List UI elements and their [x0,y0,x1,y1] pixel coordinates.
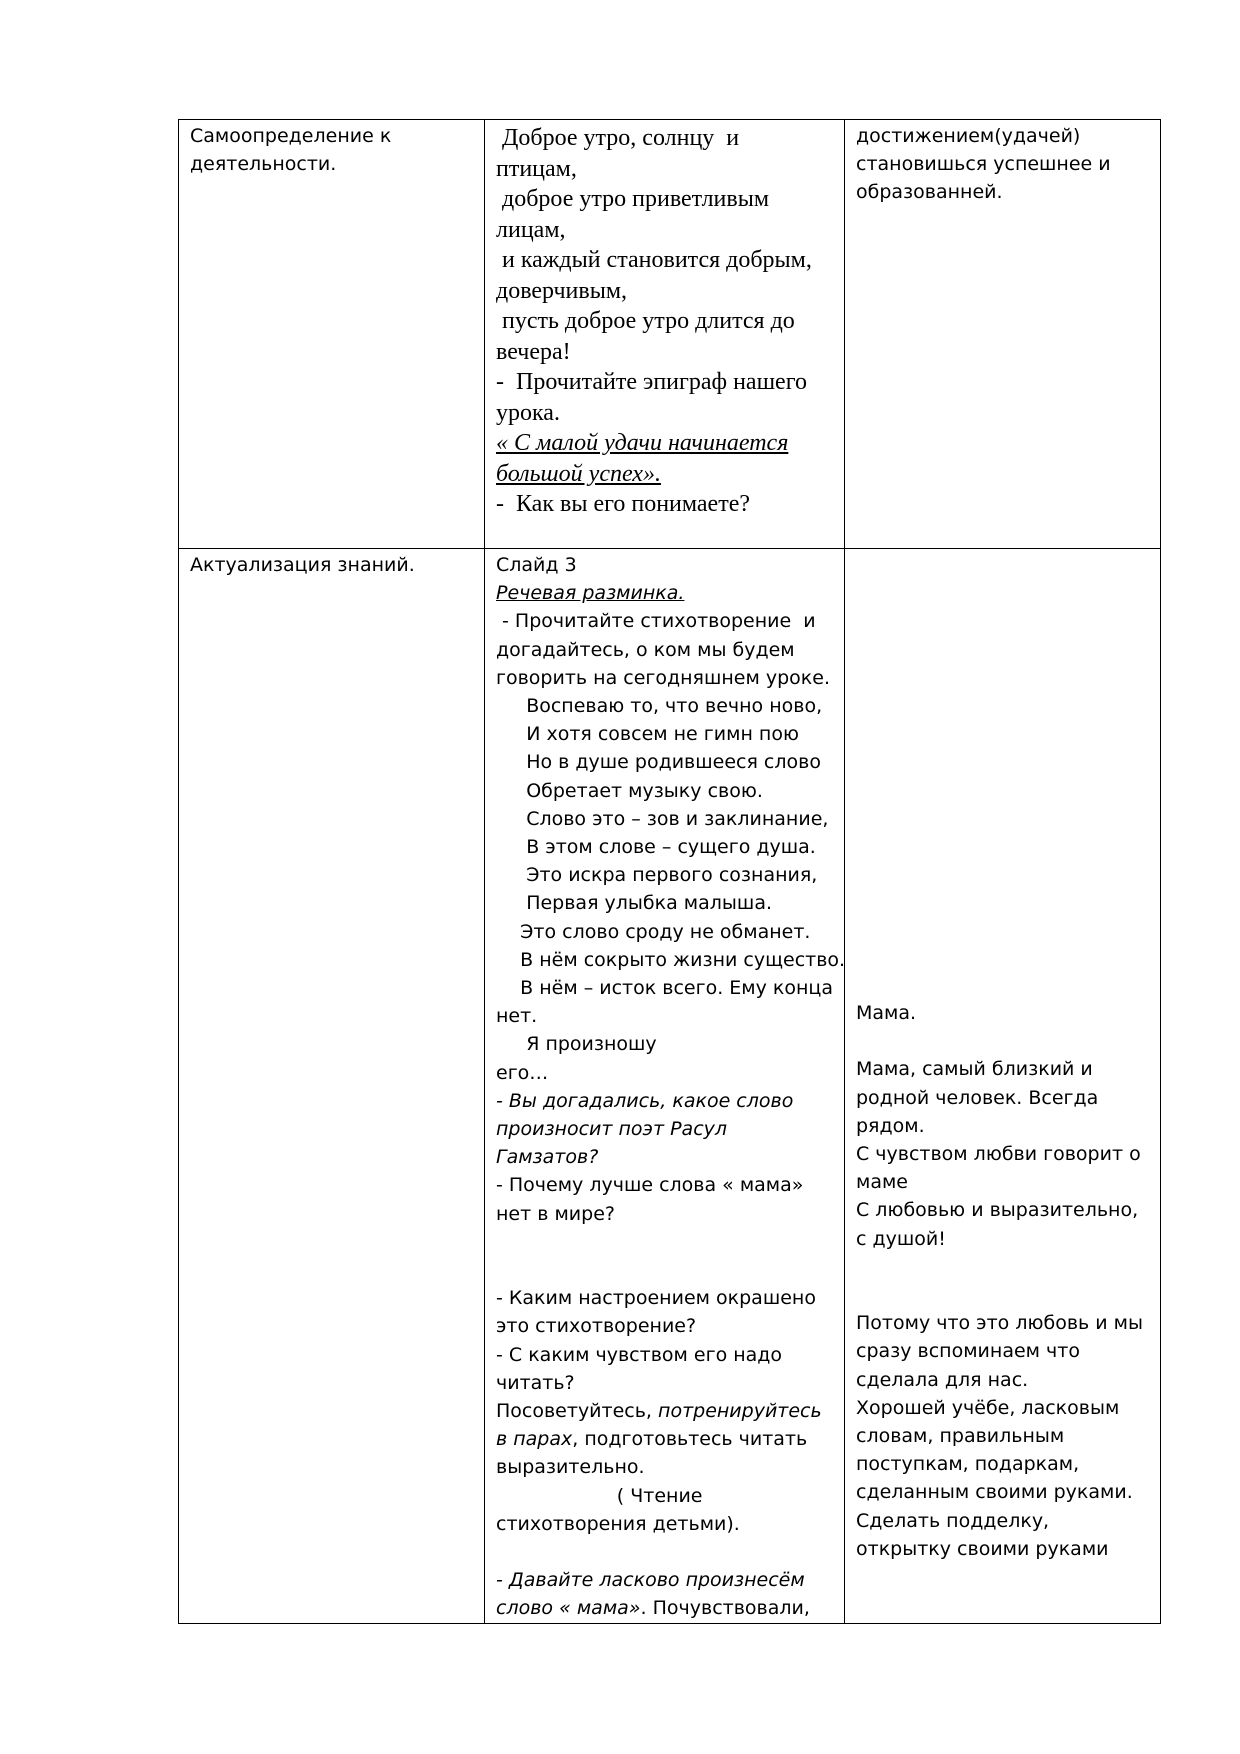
advice-text: , подготовьтесь читать выразительно. [496,1428,808,1479]
stage-label: Актуализация знаний. [190,554,415,576]
instruction-line: - Прочитайте стихотворение и [496,610,816,633]
spacer [496,1228,833,1284]
greeting-line: доброе утро приветливым [496,186,770,212]
poem-line: Воспеваю то, что вечно ново, [496,695,823,718]
poem-line: Это искра первого сознания, [496,864,818,887]
advice-text: Посоветуйтесь, [496,1400,659,1423]
question-feeling: - С каким чувством его надо читать? [496,1343,783,1394]
question-line: - Как вы его понимаете? [496,491,751,517]
poem-line: его… [496,1061,549,1084]
greeting-line: вечера! [496,338,571,365]
student-answer: С чувством любви говорит о маме [856,1143,1141,1194]
teacher-cell [485,549,845,1624]
poem-line: В нём – исток всего. Ему конца [496,977,833,1000]
warmup-heading: Речевая разминка. [496,582,685,605]
instruction-line: урока. [496,399,560,426]
advice-emphasis: потренируйтесь в парах [496,1400,822,1451]
greeting-line: Доброе утро, солнцу и [496,125,740,151]
reading-note: ( Чтение стихотворения детьми). [496,1484,740,1535]
question-mood: - Каким настроением окрашено это стихотворение? [496,1287,816,1338]
greeting-line: доверчивым, [496,277,628,304]
table-row [179,549,1161,1624]
advice-paragraph [496,1397,833,1482]
spacer [856,1253,1149,1309]
students-cell [845,120,1161,549]
stage-cell [179,120,485,549]
poem-line: Я произношу [496,1033,657,1056]
student-answer: Сделать подделку, открытку своими руками [856,1509,1109,1560]
teacher-cell [485,120,845,549]
final-text: . Почувствовали, [640,1597,810,1620]
poem-line: Но в душе родившееся слово [496,751,821,774]
student-answer: Мама. [856,1002,917,1024]
poem-line: Это слово сроду не обманет. [496,920,811,943]
student-answer: Хорошей учёбе, ласковым словам, правильным поступкам, подаркам, сделанным своими руками. [856,1396,1133,1504]
final-instruction [496,1566,833,1622]
student-answer: Потому что это любовь и мы сразу вспоминаем что сделала для нас. [856,1312,1143,1391]
student-answer: достижением(удачей) становишься успешнее и образованней. [856,125,1111,204]
instruction-line: - Прочитайте эпиграф нашего [496,369,807,395]
instruction-line: догадайтесь, о ком мы будем [496,638,795,661]
greeting-line: и каждый становится добрым, [496,247,812,273]
poem-line: Обретает музыку свою. [496,779,763,802]
stage-cell [179,549,485,1624]
instruction-line: говорить на сегодняшнем уроке. [496,666,830,689]
epigraph-line: « С малой удачи начинается [496,430,789,456]
question-why-mama: - Почему лучше слова « мама» нет в мире? [496,1174,804,1225]
slide-label: Слайд 3 [496,554,577,576]
spacer [496,1538,833,1566]
greeting-line: лицам, [496,216,566,243]
poem-line: В этом слове – сущего душа. [496,836,816,859]
poem-line: Слово это – зов и заклинание, [496,807,829,830]
poem-line: И хотя совсем не гимн пою [496,723,799,746]
final-emphasis: - Давайте ласково произнесём слово « мама» [496,1569,805,1620]
students-cell [845,549,1161,1624]
poem-line: нет. [496,1005,538,1028]
stage-label: Самоопределение к деятельности. [190,125,392,176]
lesson-plan-table [178,119,1161,1624]
student-answer: С любовью и выразительно, с душой! [856,1199,1139,1250]
epigraph-line: большой успех». [496,460,661,487]
question-poet: - Вы догадались, какое слово произносит поэт Расул Гамзатов? [496,1089,794,1169]
student-answer: Мама, самый близкий и родной человек. Всегда рядом. [856,1058,1099,1137]
greeting-line: птицам, [496,155,577,182]
poem-line: В нём сокрыто жизни существо. [496,948,846,971]
poem-line: Первая улыбка малыша. [496,892,773,915]
table-row [179,120,1161,549]
greeting-line: пусть доброе утро длится до [496,308,795,334]
spacer [856,1027,1149,1055]
